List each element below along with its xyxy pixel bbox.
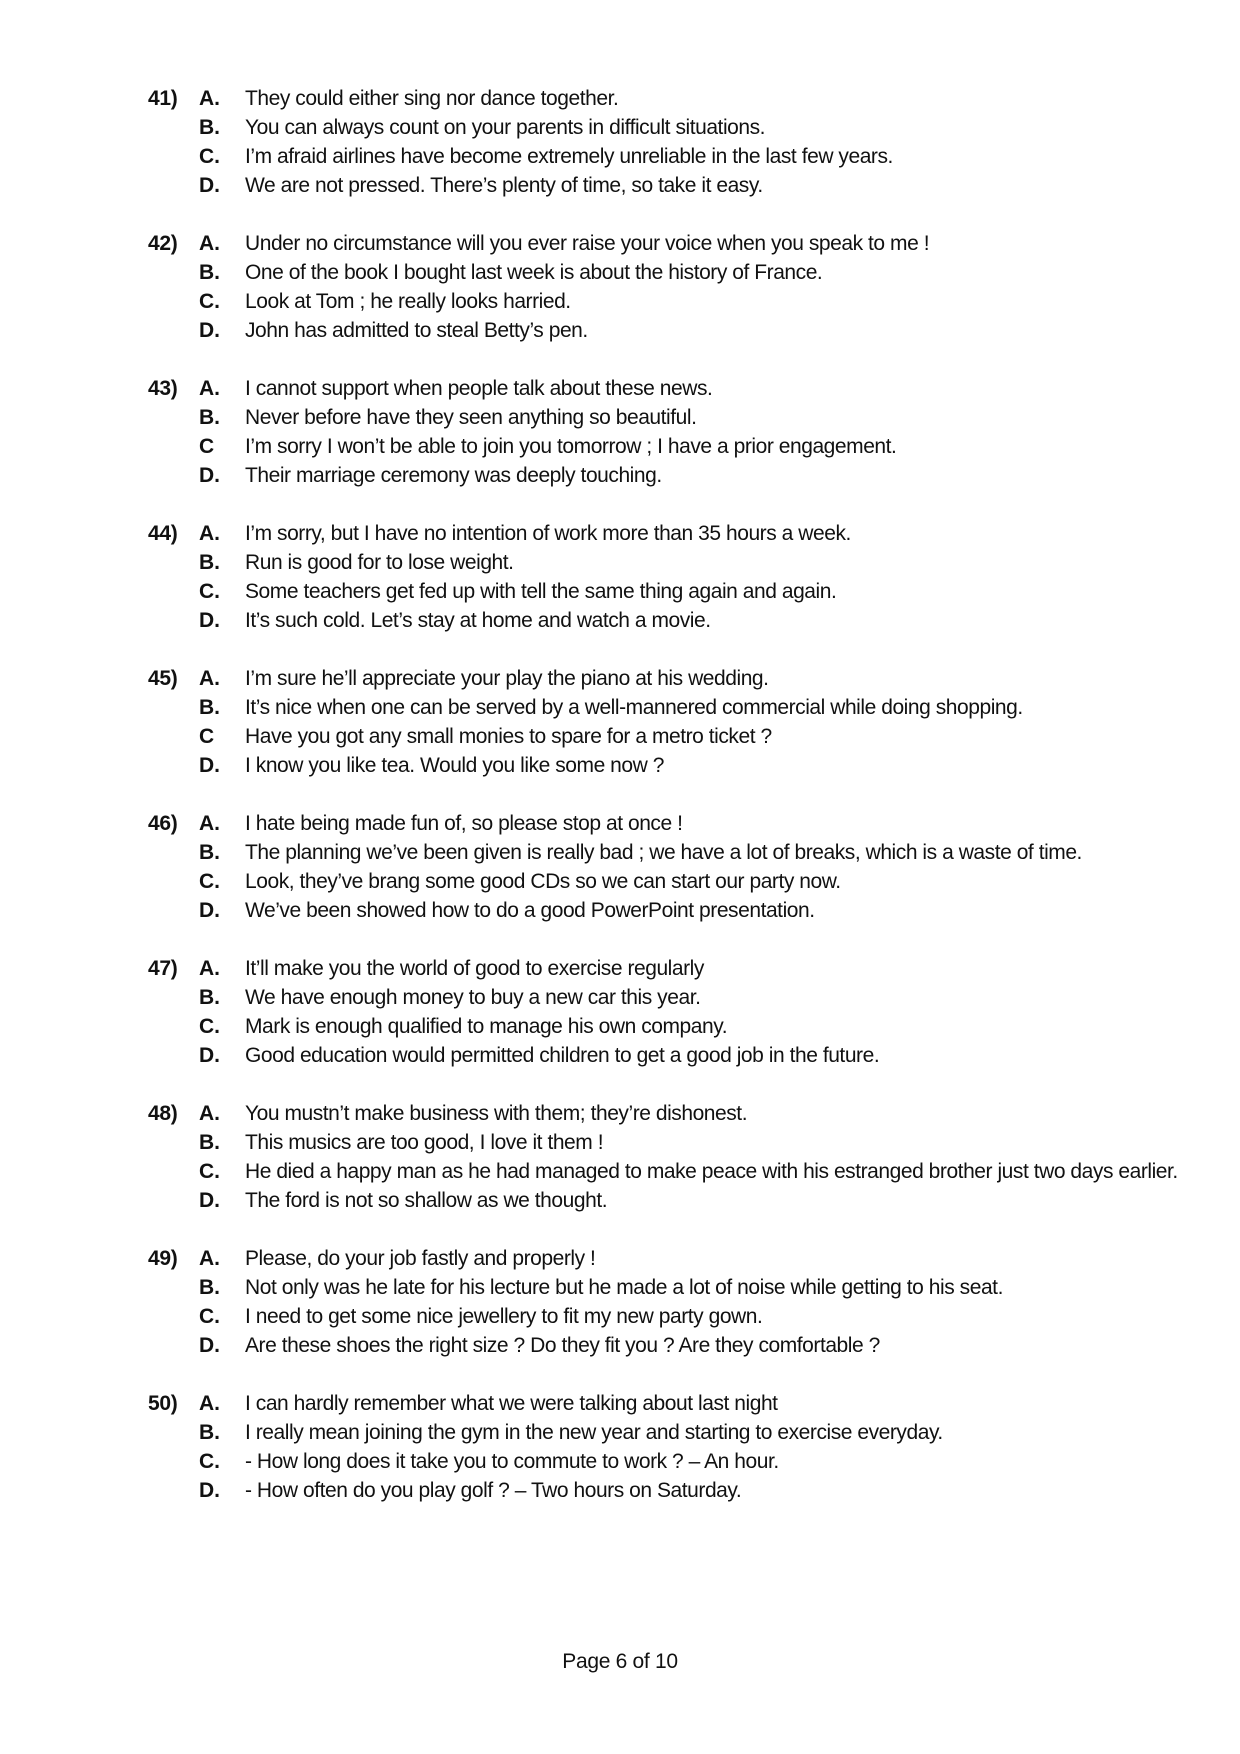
option-letter: D. bbox=[199, 1044, 220, 1067]
option-letter: B. bbox=[199, 1131, 220, 1154]
answer-option bbox=[0, 751, 1240, 780]
option-text: I really mean joining the gym in the new year and starting to exercise everyday. bbox=[245, 1421, 943, 1444]
answer-option bbox=[0, 519, 1240, 548]
answer-option bbox=[0, 1302, 1240, 1331]
answer-option bbox=[0, 1447, 1240, 1476]
option-text: Are these shoes the right size ? Do they fit you ? Are they comfortable ? bbox=[245, 1334, 880, 1357]
answer-option bbox=[0, 1389, 1240, 1418]
option-letter: B. bbox=[199, 986, 220, 1009]
option-text: He died a happy man as he had managed to make peace with his estranged brother just two days earlier. bbox=[245, 1160, 1178, 1183]
option-letter: A. bbox=[199, 667, 220, 690]
answer-option bbox=[0, 983, 1240, 1012]
option-text: We’ve been showed how to do a good PowerPoint presentation. bbox=[245, 899, 815, 922]
option-text: Please, do your job fastly and properly ! bbox=[245, 1247, 596, 1270]
option-letter: D. bbox=[199, 754, 220, 777]
option-text: Never before have they seen anything so beautiful. bbox=[245, 406, 697, 429]
option-letter: A. bbox=[199, 87, 220, 110]
answer-option bbox=[0, 403, 1240, 432]
answer-option bbox=[0, 287, 1240, 316]
option-text: Good education would permitted children to get a good job in the future. bbox=[245, 1044, 880, 1067]
option-text: I’m sure he’ll appreciate your play the piano at his wedding. bbox=[245, 667, 769, 690]
option-letter: C bbox=[199, 435, 215, 458]
question-number: 46) bbox=[148, 812, 178, 835]
option-letter: D. bbox=[199, 609, 220, 632]
option-letter: A. bbox=[199, 377, 220, 400]
option-letter: A. bbox=[199, 957, 220, 980]
option-text: Look, they’ve brang some good CDs so we can start our party now. bbox=[245, 870, 841, 893]
answer-option bbox=[0, 1418, 1240, 1447]
option-text: We are not pressed. There’s plenty of time, so take it easy. bbox=[245, 174, 763, 197]
answer-option bbox=[0, 1128, 1240, 1157]
question-block bbox=[0, 1389, 1240, 1505]
option-text: John has admitted to steal Betty’s pen. bbox=[245, 319, 588, 342]
answer-option bbox=[0, 84, 1240, 113]
option-text: It’s nice when one can be served by a well-mannered commercial while doing shopping. bbox=[245, 696, 1023, 719]
question-number: 50) bbox=[148, 1392, 178, 1415]
answer-option bbox=[0, 606, 1240, 635]
answer-option bbox=[0, 1186, 1240, 1215]
option-text: They could either sing nor dance together. bbox=[245, 87, 619, 110]
option-letter: B. bbox=[199, 1421, 220, 1444]
question-number: 44) bbox=[148, 522, 178, 545]
answer-option bbox=[0, 954, 1240, 983]
option-letter: C. bbox=[199, 1160, 220, 1183]
option-text: I’m sorry I won’t be able to join you tomorrow ; I have a prior engagement. bbox=[245, 435, 897, 458]
answer-option bbox=[0, 432, 1240, 461]
answer-option bbox=[0, 1041, 1240, 1070]
question-number: 45) bbox=[148, 667, 178, 690]
option-letter: B. bbox=[199, 116, 220, 139]
option-letter: D. bbox=[199, 464, 220, 487]
question-block bbox=[0, 1099, 1240, 1215]
option-letter: B. bbox=[199, 841, 220, 864]
option-text: Some teachers get fed up with tell the same thing again and again. bbox=[245, 580, 837, 603]
question-block bbox=[0, 809, 1240, 925]
option-letter: C. bbox=[199, 1015, 220, 1038]
option-text: I hate being made fun of, so please stop at once ! bbox=[245, 812, 683, 835]
answer-option bbox=[0, 1012, 1240, 1041]
option-text: We have enough money to buy a new car this year. bbox=[245, 986, 701, 1009]
option-text: - How often do you play golf ? – Two hours on Saturday. bbox=[245, 1479, 742, 1502]
answer-option bbox=[0, 229, 1240, 258]
option-letter: A. bbox=[199, 1247, 220, 1270]
option-letter: C. bbox=[199, 870, 220, 893]
answer-option bbox=[0, 1476, 1240, 1505]
answer-option bbox=[0, 258, 1240, 287]
option-letter: D. bbox=[199, 174, 220, 197]
option-text: I cannot support when people talk about these news. bbox=[245, 377, 713, 400]
answer-option bbox=[0, 722, 1240, 751]
option-letter: A. bbox=[199, 1102, 220, 1125]
question-block bbox=[0, 519, 1240, 635]
answer-option bbox=[0, 374, 1240, 403]
option-letter: C. bbox=[199, 290, 220, 313]
option-text: It’s such cold. Let’s stay at home and watch a movie. bbox=[245, 609, 711, 632]
answer-option bbox=[0, 809, 1240, 838]
option-letter: C. bbox=[199, 1305, 220, 1328]
option-text: Run is good for to lose weight. bbox=[245, 551, 514, 574]
option-letter: D. bbox=[199, 1479, 220, 1502]
option-text: The planning we’ve been given is really bad ; we have a lot of breaks, which is a waste of time. bbox=[245, 841, 1082, 864]
option-text: The ford is not so shallow as we thought. bbox=[245, 1189, 608, 1212]
question-number: 43) bbox=[148, 377, 178, 400]
option-letter: D. bbox=[199, 1189, 220, 1212]
answer-option bbox=[0, 1099, 1240, 1128]
option-letter: A. bbox=[199, 522, 220, 545]
option-text: You mustn’t make business with them; they’re dishonest. bbox=[245, 1102, 748, 1125]
question-number: 41) bbox=[148, 87, 178, 110]
page-footer: Page 6 of 10 bbox=[562, 1650, 678, 1673]
option-text: I’m sorry, but I have no intention of work more than 35 hours a week. bbox=[245, 522, 851, 545]
question-number: 48) bbox=[148, 1102, 178, 1125]
option-letter: D. bbox=[199, 899, 220, 922]
option-letter: A. bbox=[199, 812, 220, 835]
answer-option bbox=[0, 461, 1240, 490]
option-letter: B. bbox=[199, 406, 220, 429]
option-text: Not only was he late for his lecture but he made a lot of noise while getting to his seat. bbox=[245, 1276, 1003, 1299]
answer-option bbox=[0, 171, 1240, 200]
option-letter: C. bbox=[199, 145, 220, 168]
answer-option bbox=[0, 316, 1240, 345]
answer-option bbox=[0, 1157, 1240, 1186]
answer-option bbox=[0, 867, 1240, 896]
question-block bbox=[0, 664, 1240, 780]
option-letter: A. bbox=[199, 232, 220, 255]
option-text: This musics are too good, I love it them ! bbox=[245, 1131, 604, 1154]
option-text: You can always count on your parents in difficult situations. bbox=[245, 116, 766, 139]
option-text: - How long does it take you to commute to work ? – An hour. bbox=[245, 1450, 779, 1473]
option-letter: D. bbox=[199, 1334, 220, 1357]
option-text: I can hardly remember what we were talking about last night bbox=[245, 1392, 778, 1415]
option-text: One of the book I bought last week is about the history of France. bbox=[245, 261, 823, 284]
option-text: Their marriage ceremony was deeply touching. bbox=[245, 464, 662, 487]
option-text: I need to get some nice jewellery to fit my new party gown. bbox=[245, 1305, 763, 1328]
option-letter: B. bbox=[199, 551, 220, 574]
answer-option bbox=[0, 577, 1240, 606]
option-letter: B. bbox=[199, 261, 220, 284]
question-block bbox=[0, 954, 1240, 1070]
question-block bbox=[0, 374, 1240, 490]
question-block bbox=[0, 84, 1240, 200]
answer-option bbox=[0, 1273, 1240, 1302]
option-letter: C. bbox=[199, 580, 220, 603]
answer-option bbox=[0, 113, 1240, 142]
option-letter: C. bbox=[199, 1450, 220, 1473]
option-text: Under no circumstance will you ever raise your voice when you speak to me ! bbox=[245, 232, 930, 255]
option-letter: B. bbox=[199, 696, 220, 719]
option-text: It’ll make you the world of good to exercise regularly bbox=[245, 957, 704, 980]
option-letter: A. bbox=[199, 1392, 220, 1415]
answer-option bbox=[0, 693, 1240, 722]
option-letter: B. bbox=[199, 1276, 220, 1299]
option-text: Mark is enough qualified to manage his own company. bbox=[245, 1015, 728, 1038]
question-block bbox=[0, 1244, 1240, 1360]
question-list bbox=[0, 84, 1240, 1534]
answer-option bbox=[0, 896, 1240, 925]
question-number: 49) bbox=[148, 1247, 178, 1270]
option-text: Have you got any small monies to spare for a metro ticket ? bbox=[245, 725, 772, 748]
answer-option bbox=[0, 548, 1240, 577]
option-text: I’m afraid airlines have become extremely unreliable in the last few years. bbox=[245, 145, 893, 168]
answer-option bbox=[0, 838, 1240, 867]
answer-option bbox=[0, 1331, 1240, 1360]
answer-option bbox=[0, 1244, 1240, 1273]
option-text: I know you like tea. Would you like some now ? bbox=[245, 754, 664, 777]
option-text: Look at Tom ; he really looks harried. bbox=[245, 290, 571, 313]
answer-option bbox=[0, 142, 1240, 171]
option-letter: C bbox=[199, 725, 215, 748]
question-number: 47) bbox=[148, 957, 178, 980]
question-block bbox=[0, 229, 1240, 345]
option-letter: D. bbox=[199, 319, 220, 342]
question-number: 42) bbox=[148, 232, 178, 255]
answer-option bbox=[0, 664, 1240, 693]
